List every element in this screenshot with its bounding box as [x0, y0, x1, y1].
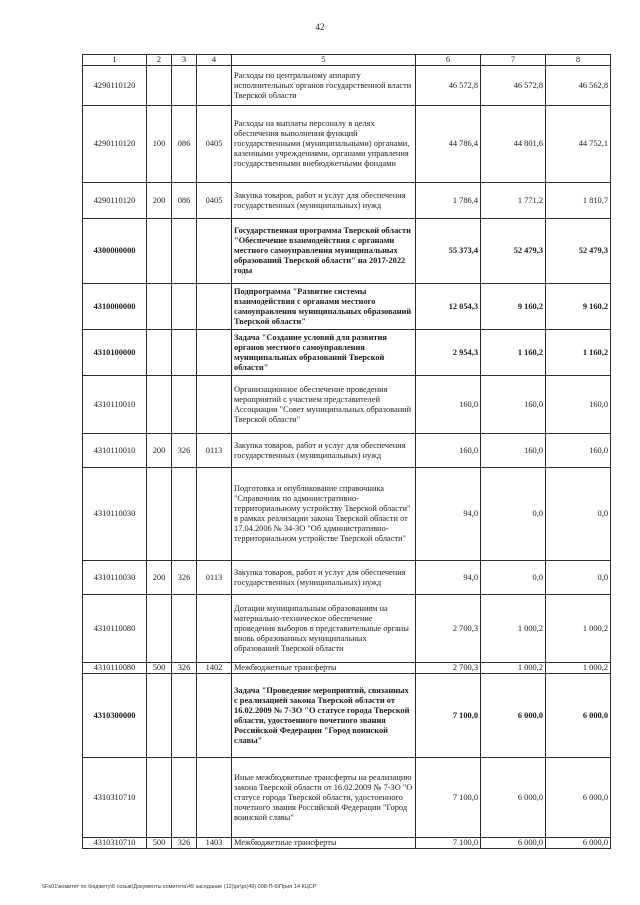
table-row [83, 183, 611, 219]
amount-col8-cell: 9 160,2 [546, 284, 611, 330]
amount-col7-cell: 6 000,0 [481, 674, 546, 758]
amount-col7-cell: 52 479,3 [481, 219, 546, 284]
amount-col7-cell: 1 000,2 [481, 595, 546, 663]
section-cell [197, 376, 232, 434]
admin-cell [172, 330, 197, 376]
admin-cell [172, 66, 197, 106]
admin-cell [172, 595, 197, 663]
code-cell: 4310000000 [83, 284, 147, 330]
description-cell: Межбюджетные трансферты [232, 663, 416, 674]
code-cell: 4310110030 [83, 468, 147, 561]
section-cell [197, 66, 232, 106]
section-cell [197, 674, 232, 758]
description-cell: Расходы по центральному аппарату исполнительных органов государственной власти Тверской области [232, 66, 416, 106]
table-row [83, 468, 611, 561]
description-cell: Задача "Проведение мероприятий, связанных с реализацией закона Тверской области от 16.02.2009 № 7-ЗО "О статусе города Тверской области, удостоенного почетного звания Российской Федерации "Город воинской славы" [232, 674, 416, 758]
header-cell: 1 [83, 55, 147, 66]
amount-col8-cell: 46 562,8 [546, 66, 611, 106]
amount-col6-cell: 46 572,8 [416, 66, 481, 106]
section-cell: 0113 [197, 561, 232, 595]
amount-col8-cell: 1 000,2 [546, 663, 611, 674]
kvr-cell: 200 [147, 561, 172, 595]
section-cell [197, 284, 232, 330]
amount-col7-cell: 0,0 [481, 468, 546, 561]
kvr-cell [147, 376, 172, 434]
kvr-cell [147, 468, 172, 561]
header-cell: 3 [172, 55, 197, 66]
amount-col6-cell: 7 100,0 [416, 758, 481, 838]
table-row [83, 838, 611, 849]
description-cell: Закупка товаров, работ и услуг для обеспечения государственных (муниципальных) нужд [232, 561, 416, 595]
kvr-cell [147, 758, 172, 838]
amount-col6-cell: 94,0 [416, 561, 481, 595]
table-row [83, 284, 611, 330]
code-cell: 4290110120 [83, 183, 147, 219]
amount-col6-cell: 55 373,4 [416, 219, 481, 284]
section-cell [197, 330, 232, 376]
amount-col7-cell: 46 572,8 [481, 66, 546, 106]
amount-col7-cell: 9 160,2 [481, 284, 546, 330]
amount-col7-cell: 0,0 [481, 561, 546, 595]
description-cell: Государственная программа Тверской области "Обеспечение взаимодействия с органами местного самоуправления муниципальных образований Тверской области" на 2017-2022 годы [232, 219, 416, 284]
amount-col6-cell: 2 700,3 [416, 663, 481, 674]
code-cell: 4310310710 [83, 758, 147, 838]
section-cell: 1403 [197, 838, 232, 849]
code-cell: 4310100000 [83, 330, 147, 376]
section-cell: 0405 [197, 106, 232, 183]
amount-col6-cell: 1 786,4 [416, 183, 481, 219]
kvr-cell: 200 [147, 434, 172, 468]
table-row [83, 663, 611, 674]
table-row [83, 219, 611, 284]
amount-col7-cell: 160,0 [481, 376, 546, 434]
section-cell: 1402 [197, 663, 232, 674]
description-cell: Закупка товаров, работ и услуг для обеспечения государственных (муниципальных) нужд [232, 183, 416, 219]
description-cell: Расходы на выплаты персоналу в целях обеспечения выполнения функций государственными (муниципальными) органами, казенными учреждениями, органами управления государственными внебюджетными фондами [232, 106, 416, 183]
description-cell: Дотации муниципальным образованиям на материально-техническое обеспечение проведения выборов в представительные органы вновь образованных муниципальных образований Тверской области [232, 595, 416, 663]
kvr-cell: 500 [147, 663, 172, 674]
description-cell: Подготовка и опубликование справочника "Справочник по административно-территориальному устройству Тверской области" в рамках реализации закона Тверской области от 17.04.2006 № 34-ЗО "Об административно-территориальном устройстве Тверской области" [232, 468, 416, 561]
header-cell: 6 [416, 55, 481, 66]
section-cell [197, 595, 232, 663]
amount-col7-cell: 6 000,0 [481, 838, 546, 849]
code-cell: 4310300000 [83, 674, 147, 758]
header-cell: 4 [197, 55, 232, 66]
amount-col6-cell: 12 054,3 [416, 284, 481, 330]
amount-col8-cell: 1 810,7 [546, 183, 611, 219]
admin-cell: 086 [172, 183, 197, 219]
code-cell: 4310110080 [83, 663, 147, 674]
description-cell: Подпрограмма "Развитие системы взаимодействия с органами местного самоуправления муниципальных образований Тверской области" [232, 284, 416, 330]
table-row [83, 758, 611, 838]
page-number: 42 [315, 22, 325, 32]
section-cell [197, 468, 232, 561]
description-cell: Межбюджетные трансферты [232, 838, 416, 849]
code-cell: 4310110080 [83, 595, 147, 663]
table-row [83, 434, 611, 468]
amount-col8-cell: 6 000,0 [546, 758, 611, 838]
description-cell: Задача "Создание условий для развития органов местного самоуправления муниципальных образований Тверской области" [232, 330, 416, 376]
admin-cell [172, 219, 197, 284]
code-cell: 4300000000 [83, 219, 147, 284]
amount-col8-cell: 1 160,2 [546, 330, 611, 376]
table-row [83, 106, 611, 183]
code-cell: 4310310710 [83, 838, 147, 849]
table-row [83, 376, 611, 434]
admin-cell: 086 [172, 106, 197, 183]
amount-col6-cell: 160,0 [416, 376, 481, 434]
amount-col8-cell: 160,0 [546, 376, 611, 434]
admin-cell: 326 [172, 838, 197, 849]
description-cell: Иные межбюджетные трансферты на реализацию закона Тверской области от 16.02.2009 № 7-ЗО "О статусе города Тверской области, удостоенного почетного звания Российской Федерации "Город воинской славы" [232, 758, 416, 838]
kvr-cell [147, 284, 172, 330]
amount-col7-cell: 1 000,2 [481, 663, 546, 674]
amount-col8-cell: 52 479,3 [546, 219, 611, 284]
admin-cell: 326 [172, 434, 197, 468]
header-cell: 2 [147, 55, 172, 66]
header-row [83, 55, 611, 66]
amount-col8-cell: 6 000,0 [546, 838, 611, 849]
code-cell: 4290110120 [83, 66, 147, 106]
amount-col6-cell: 44 786,4 [416, 106, 481, 183]
amount-col6-cell: 7 100,0 [416, 674, 481, 758]
kvr-cell [147, 330, 172, 376]
table-row [83, 674, 611, 758]
description-cell: Закупка товаров, работ и услуг для обеспечения государственных (муниципальных) нужд [232, 434, 416, 468]
amount-col7-cell: 1 771,2 [481, 183, 546, 219]
budget-table [82, 54, 611, 849]
admin-cell [172, 758, 197, 838]
amount-col7-cell: 6 000,0 [481, 758, 546, 838]
amount-col8-cell: 1 000,2 [546, 595, 611, 663]
section-cell: 0113 [197, 434, 232, 468]
kvr-cell [147, 66, 172, 106]
table-row [83, 66, 611, 106]
admin-cell [172, 284, 197, 330]
code-cell: 4290110120 [83, 106, 147, 183]
header-cell: 8 [546, 55, 611, 66]
kvr-cell [147, 219, 172, 284]
admin-cell [172, 468, 197, 561]
kvr-cell [147, 674, 172, 758]
amount-col6-cell: 160,0 [416, 434, 481, 468]
section-cell [197, 219, 232, 284]
kvr-cell: 100 [147, 106, 172, 183]
kvr-cell [147, 595, 172, 663]
header-cell: 5 [232, 55, 416, 66]
section-cell: 0405 [197, 183, 232, 219]
amount-col8-cell: 6 000,0 [546, 674, 611, 758]
code-cell: 4310110010 [83, 376, 147, 434]
description-cell: Организационное обеспечение проведения мероприятий с участием представителей Ассоциации "Совет муниципальных образований Тверской области" [232, 376, 416, 434]
table-row [83, 330, 611, 376]
admin-cell: 326 [172, 663, 197, 674]
kvr-cell: 200 [147, 183, 172, 219]
code-cell: 4310110030 [83, 561, 147, 595]
header-cell: 7 [481, 55, 546, 66]
amount-col8-cell: 0,0 [546, 468, 611, 561]
amount-col6-cell: 94,0 [416, 468, 481, 561]
amount-col6-cell: 7 100,0 [416, 838, 481, 849]
amount-col6-cell: 2 954,3 [416, 330, 481, 376]
admin-cell [172, 674, 197, 758]
file-path-footer: \\Fs01\комитет по бюджету\6 созыв\Документы комитета\49 заседание (12)\pr\pr(49) 098-П-6\Прил 14 КЦСР [42, 884, 317, 890]
kvr-cell: 500 [147, 838, 172, 849]
amount-col7-cell: 1 160,2 [481, 330, 546, 376]
amount-col8-cell: 0,0 [546, 561, 611, 595]
admin-cell: 326 [172, 561, 197, 595]
amount-col8-cell: 160,0 [546, 434, 611, 468]
code-cell: 4310110010 [83, 434, 147, 468]
amount-col7-cell: 160,0 [481, 434, 546, 468]
amount-col8-cell: 44 752,1 [546, 106, 611, 183]
section-cell [197, 758, 232, 838]
table-row [83, 595, 611, 663]
amount-col7-cell: 44 801,6 [481, 106, 546, 183]
admin-cell [172, 376, 197, 434]
table-row [83, 561, 611, 595]
amount-col6-cell: 2 700,3 [416, 595, 481, 663]
